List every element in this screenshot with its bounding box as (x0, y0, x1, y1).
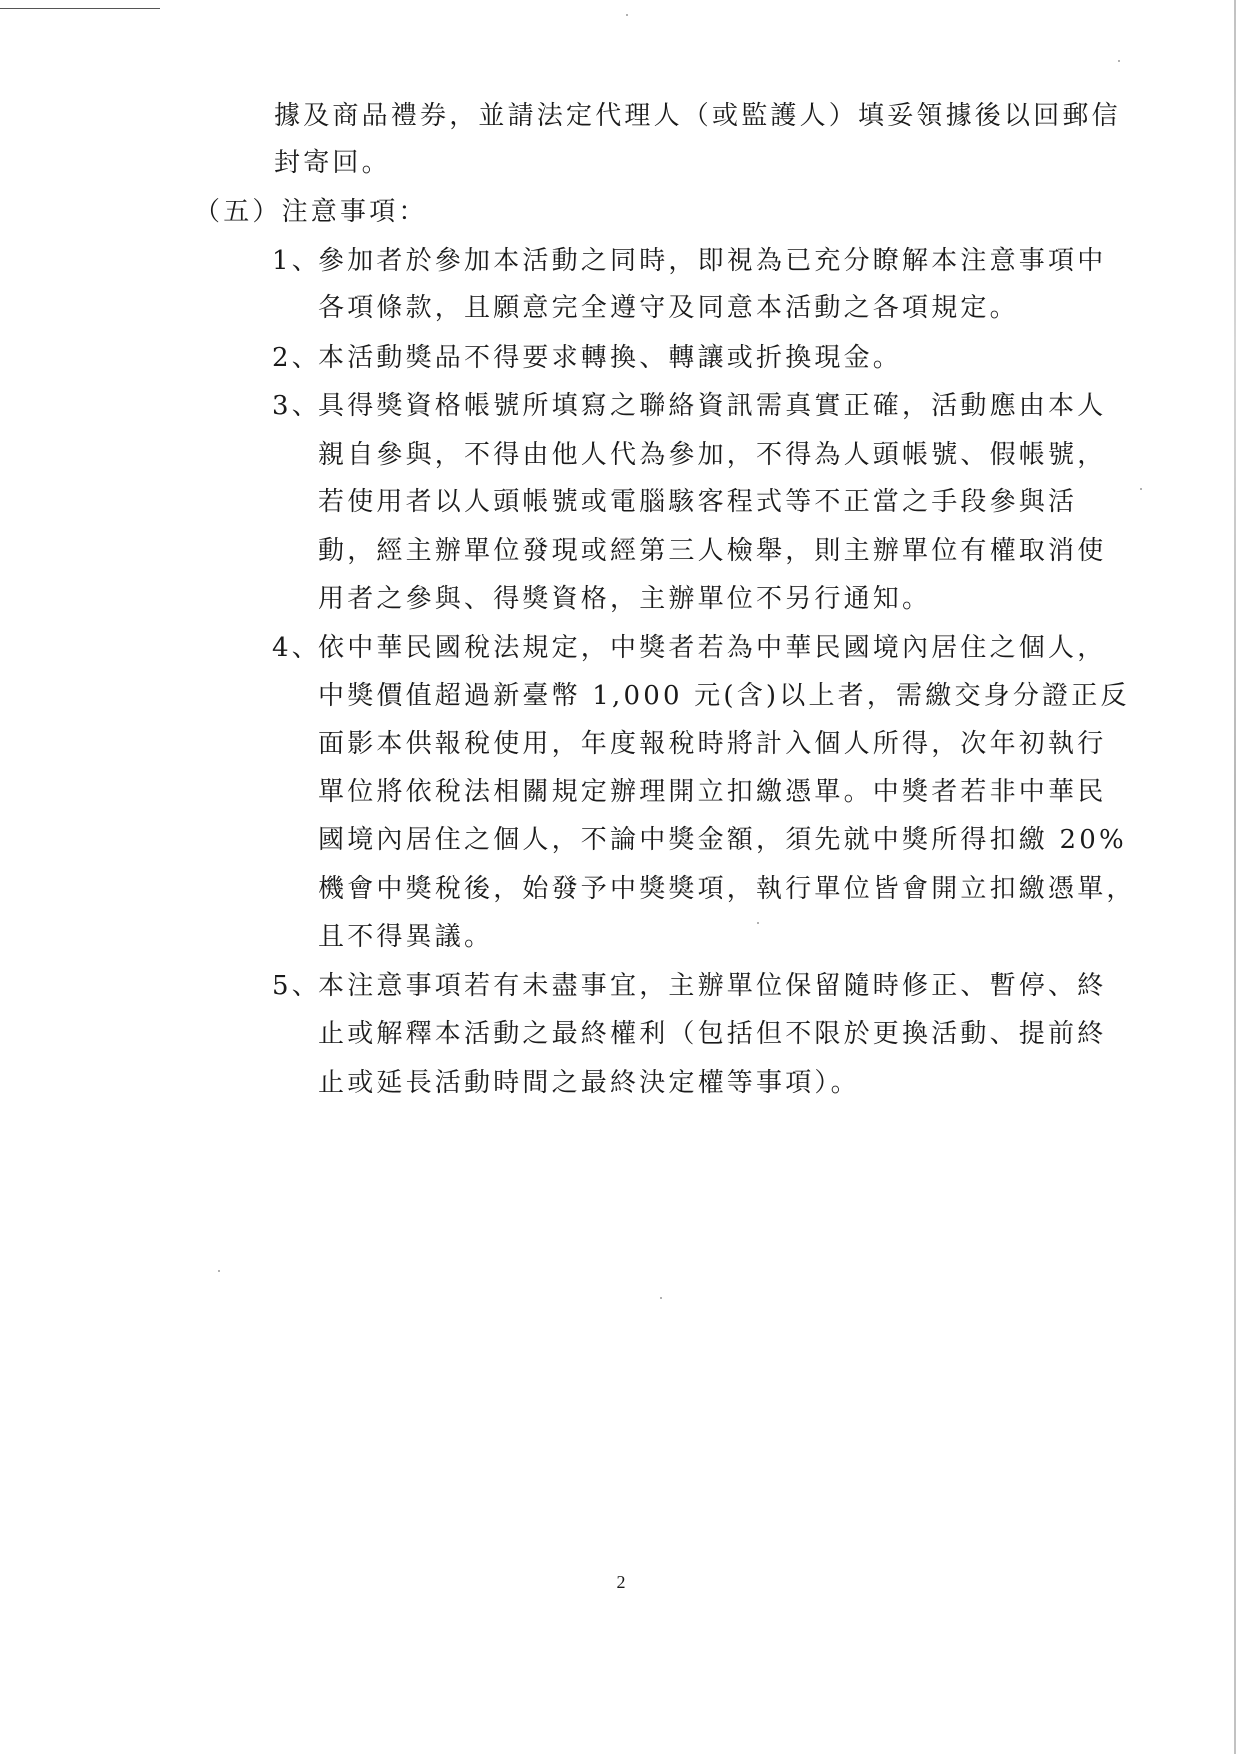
scan-dust (757, 922, 759, 924)
scan-dust (660, 1297, 662, 1299)
item-3-number: 3、 (272, 391, 321, 421)
scan-artifact-line (0, 8, 160, 9)
item-2-number: 2、 (272, 343, 321, 373)
item-4-line-3: 面影本供報稅使用，年度報稅時將計入個人所得，次年初執行 (318, 729, 1107, 759)
scan-dust (1118, 60, 1120, 62)
item-5-line-3: 止或延長活動時間之最終決定權等事項）。 (318, 1068, 860, 1098)
item-5-number: 5、 (272, 971, 321, 1001)
item-2-line-1: 本活動獎品不得要求轉換、轉讓或折換現金。 (318, 343, 903, 373)
item-4-line-7: 且不得異議。 (318, 922, 494, 952)
continuation-line-1: 據及商品禮券，並請法定代理人（或監護人）填妥領據後以回郵信 (274, 101, 1121, 131)
item-3-line-1: 具得獎資格帳號所填寫之聯絡資訊需真實正確，活動應由本人 (318, 391, 1107, 421)
scan-dust (1140, 488, 1142, 490)
scan-artifact-edge (1234, 0, 1236, 1754)
page-number: 2 (616, 1572, 626, 1592)
item-1-line-1: 參加者於參加本活動之同時，即視為已充分瞭解本注意事項中 (318, 246, 1107, 276)
item-4-line-6: 機會中獎稅後，始發予中獎獎項，執行單位皆會開立扣繳憑單， (318, 874, 1136, 904)
item-5-line-2: 止或解釋本活動之最終權利（包括但不限於更換活動、提前終 (318, 1019, 1107, 1049)
scan-dust (218, 1270, 220, 1272)
item-4-line-4: 單位將依稅法相關規定辦理開立扣繳憑單。中獎者若非中華民 (318, 777, 1107, 807)
continuation-line-2: 封寄回。 (274, 148, 391, 178)
item-1-number: 1、 (272, 246, 321, 276)
item-3-line-3: 若使用者以人頭帳號或電腦駭客程式等不正當之手段參與活 (318, 487, 1078, 517)
item-4-line-5: 國境內居住之個人，不論中獎金額，須先就中獎所得扣繳 20% (318, 825, 1127, 855)
item-5-line-1: 本注意事項若有未盡事宜，主辦單位保留隨時修正、暫停、終 (318, 971, 1107, 1001)
item-4-line-2: 中獎價值超過新臺幣 1,000 元(含)以上者，需繳交身分證正反 (318, 681, 1130, 711)
item-4-number: 4、 (272, 633, 321, 663)
section-heading: （五）注意事項： (194, 197, 428, 227)
item-1-line-2: 各項條款，且願意完全遵守及同意本活動之各項規定。 (318, 293, 1019, 323)
item-3-line-2: 親自參與，不得由他人代為參加，不得為人頭帳號、假帳號， (318, 440, 1107, 470)
item-4-line-1: 依中華民國稅法規定，中獎者若為中華民國境內居住之個人， (318, 633, 1107, 663)
scan-dust (626, 14, 628, 16)
item-3-line-4: 動，經主辦單位發現或經第三人檢舉，則主辦單位有權取消使 (318, 536, 1107, 566)
item-3-line-5: 用者之參與、得獎資格，主辦單位不另行通知。 (318, 584, 932, 614)
